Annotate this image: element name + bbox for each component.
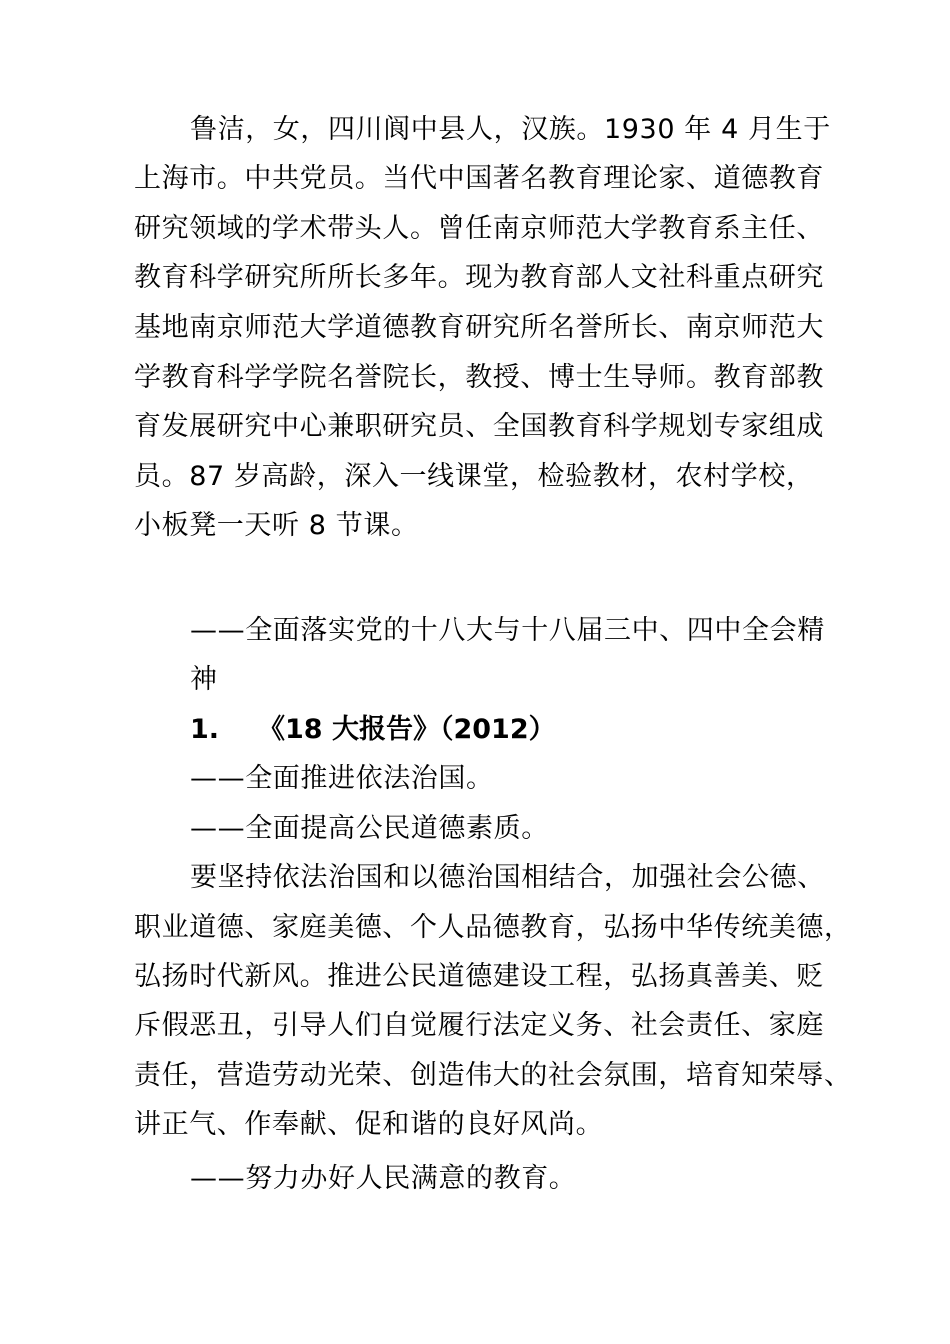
paragraph-line-1: 要坚持依法治国和以德治国相结合，加强社会公德、 [190, 862, 825, 893]
bio-line-6: 学教育科学学院名誉院长，教授、博士生导师。教育部教 [134, 362, 824, 393]
section-title: 《18 大报告》（2012） [258, 714, 556, 745]
paragraph-line-5: 责任，营造劳动光荣、创造伟大的社会氛围，培育知荣辱、 [134, 1060, 852, 1091]
point-education: ——努力办好人民满意的教育。 [190, 1163, 577, 1194]
bio-line-9: 小板凳一天听 8 节课。 [134, 510, 419, 541]
bio-line-3: 研究领域的学术带头人。曾任南京师范大学教育系主任、 [134, 213, 824, 244]
paragraph-line-6: 讲正气、作奉献、促和谐的良好风尚。 [134, 1109, 604, 1140]
paragraph-line-2: 职业道德、家庭美德、个人品德教育，弘扬中华传统美德， [134, 912, 852, 943]
subtitle-line-2: 神 [190, 664, 218, 695]
point-moral-quality: ——全面提高公民道德素质。 [190, 813, 549, 844]
bio-line-1: 鲁洁，女，四川阆中县人，汉族。1930 年 4 月生于 [190, 114, 831, 145]
paragraph-line-3: 弘扬时代新风。推进公民道德建设工程，弘扬真善美、贬 [134, 961, 824, 992]
bio-line-5: 基地南京师范大学道德教育研究所名誉所长、南京师范大 [134, 312, 824, 343]
paragraph-line-4: 斥假恶丑，引导人们自觉履行法定义务、社会责任、家庭 [134, 1010, 824, 1041]
bio-line-4: 教育科学研究所所长多年。现为教育部人文社科重点研究 [134, 262, 824, 293]
point-rule-of-law: ——全面推进依法治国。 [190, 763, 494, 794]
bio-line-2: 上海市。中共党员。当代中国著名教育理论家、道德教育 [134, 163, 824, 194]
subtitle-line-1: ——全面落实党的十八大与十八届三中、四中全会精 [190, 615, 825, 646]
bio-line-8: 员。87 岁高龄，深入一线课堂，检验教材，农村学校， [134, 461, 814, 492]
bio-line-7: 育发展研究中心兼职研究员、全国教育科学规划专家组成 [134, 411, 824, 442]
section-number: 1. [190, 714, 220, 745]
